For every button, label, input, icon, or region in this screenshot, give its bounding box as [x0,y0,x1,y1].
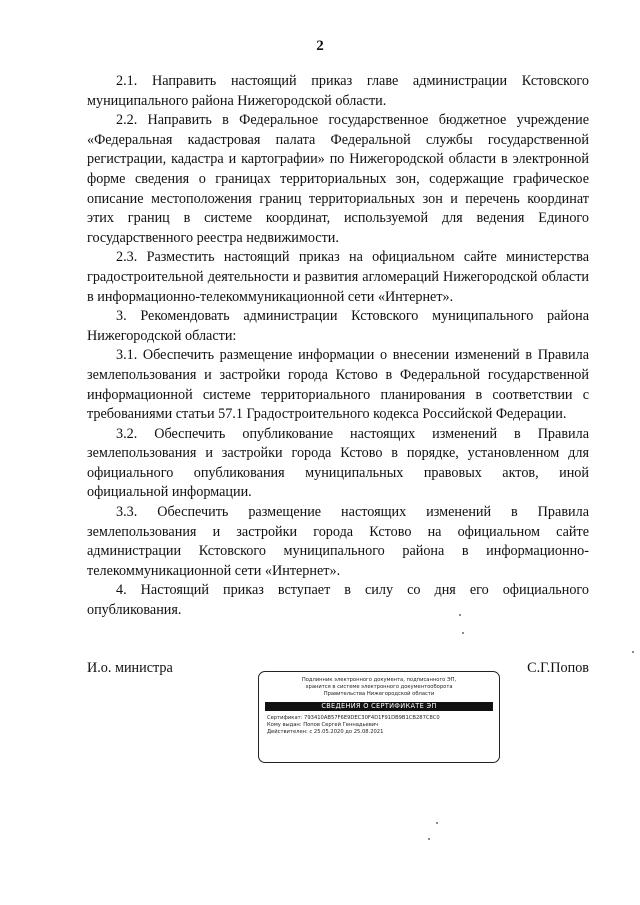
paragraph-4: 4. Настоящий приказ вступает в силу со дня его официального опубликования. [87,582,589,619]
stamp-notice-line: Подлинник электронного документа, подписанного ЭП, [301,677,457,683]
paragraph-3-1: 3.1. Обеспечить размещение информации о внесении изменений в Правила землепользования и застройки города Кстово в Федеральной государственной информационной системе территориального планирования в соответствии с требованиями статьи 57.1 Градостроительного кодекса Российской Федерации. [87,347,589,423]
page-number: 2 [316,38,324,54]
scan-speck [459,614,461,616]
stamp-notice-line: Правительства Нижегородской области [323,691,435,697]
stamp-banner: СВЕДЕНИЯ О СЕРТИФИКАТЕ ЭП [265,702,493,711]
stamp-issued-to: Кому выдан: Попов Сергей Геннадьевич [267,722,379,729]
paragraph-3-3: 3.3. Обеспечить размещение настоящих изменений в Правила землепользования и застройки города Кстово на официальном сайте администрации Кстовского муниципального района в информационно-телекоммуникационной сети «Интернет». [87,504,589,579]
scan-speck [436,822,438,824]
scan-speck [462,632,464,634]
stamp-details [267,715,491,737]
stamp-notice-line: хранится в системе электронного документооборота [305,684,453,690]
paragraph-3-2: 3.2. Обеспечить опубликование настоящих изменений в Правила землепользования и застройки города Кстово в порядке, установленном для официального опубликования муниципальных правовых актов, иной официальной информации. [87,425,589,501]
paragraph-3: 3. Рекомендовать администрации Кстовского муниципального района Нижегородской области: [87,308,589,344]
scan-speck [632,651,634,653]
stamp-notice [265,677,493,698]
paragraph-2-3: 2.3. Разместить настоящий приказ на официальном сайте министерства градостроительной деятельности и развития агломераций Нижегородской области в информационно-телекоммуникационной сети «Интернет». [87,249,589,305]
digital-signature-stamp [258,671,500,763]
signatory-position: И.о. министра [87,660,173,676]
paragraph-2-1: 2.1. Направить настоящий приказ главе администрации Кстовского муниципального района Нижегородской области. [87,73,589,109]
document-body [87,72,589,621]
paragraph-2-2: 2.2. Направить в Федеральное государственное бюджетное учреждение «Федеральная кадастровая палата Федеральной службы государственной регистрации, кадастра и картографии» по Нижегородской области в электронной форме сведения о границах территориальных зон, содержащие графическое описание местоположения границ территориальных зон и перечень координат этих границ в системе координат, используемой для ведения Единого государственного реестра недвижимости. [87,112,589,246]
scan-speck [428,838,430,840]
stamp-certificate: Сертификат: 793410AB57F6E9DEC30F4D1F91DB9B1CB287C8C0 [267,715,440,721]
signatory-name: С.Г.Попов [527,660,589,676]
stamp-valid: Действителен: с 25.05.2020 до 25.08.2021 [267,729,384,736]
